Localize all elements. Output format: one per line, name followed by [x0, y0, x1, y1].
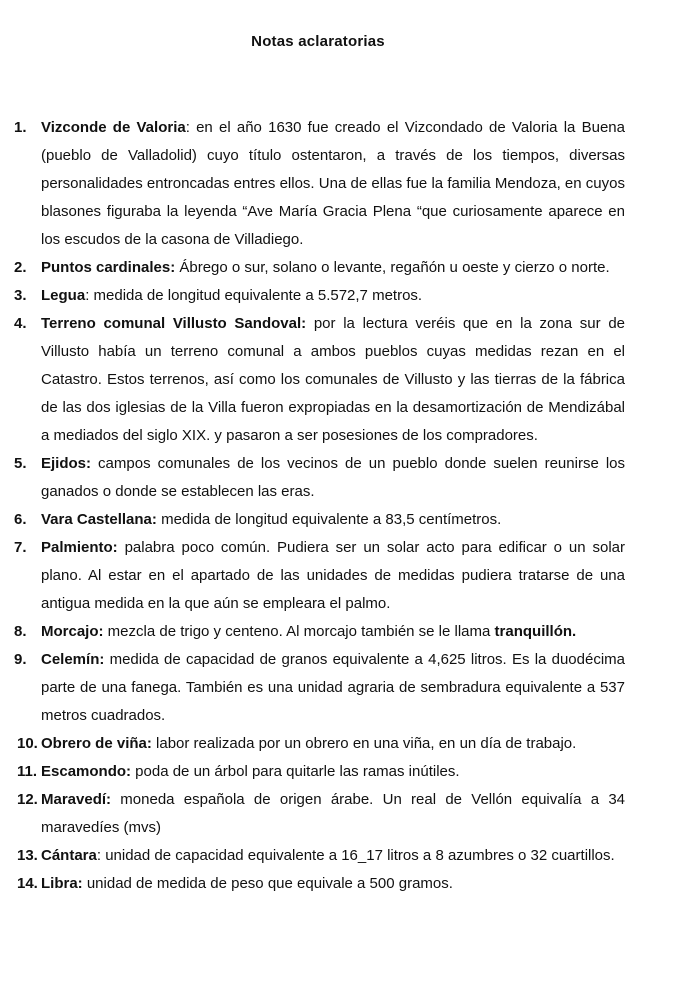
- note-item-14: [0, 870, 673, 898]
- note-term: Palmiento:: [41, 539, 118, 556]
- note-text: Ábrego o sur, solano o levante, regañón u oeste y cierzo o norte.: [175, 259, 610, 276]
- note-text: mezcla de trigo y centeno. Al morcajo también se le llama: [103, 623, 495, 640]
- note-term: Escamondo:: [41, 763, 132, 780]
- note-item-9: [0, 646, 673, 730]
- note-number: 1.: [14, 119, 27, 136]
- note-item-1: [0, 114, 673, 254]
- note-term: Celemín:: [41, 651, 105, 668]
- note-number: 2.: [14, 259, 27, 276]
- note-text: unidad de medida de peso que equivale a 500 gramos.: [82, 875, 453, 892]
- note-number: 11.: [17, 763, 38, 780]
- note-text: palabra poco común. Pudiera ser un solar acto para edificar o un solar plano. Al estar en el apartado de las unidades de medidas pudiera tratarse de una antigua medida en la que aún se empleara el palmo.: [41, 539, 625, 612]
- note-item-11: [0, 758, 673, 786]
- note-text: : en el año 1630 fue creado el Vizcondado de Valoria la Buena (pueblo de Valladolid) cuyo título ostentaron, a través de los tiempos, diversas personalidades entroncadas entres ellos. Una de ellas fue la familia Mendoza, en cuyos blasones figuraba la leyenda “Ave María Gracia Plena “que curiosamente aparece en los escudos de la casona de Villadiego.: [41, 119, 625, 248]
- note-term: Libra:: [41, 875, 83, 892]
- note-text: moneda española de origen árabe. Un real de Vellón equivalía a 34 maravedíes (mvs): [41, 791, 625, 836]
- note-item-6: [0, 506, 673, 534]
- note-item-8: [0, 618, 673, 646]
- note-term: Vara Castellana:: [41, 511, 157, 528]
- note-item-13: [0, 842, 673, 870]
- note-term: Cántara: [41, 847, 97, 864]
- note-number: 3.: [14, 287, 27, 304]
- note-number: 4.: [14, 315, 27, 332]
- note-text: labor realizada por un obrero en una viña, en un día de trabajo.: [151, 735, 577, 752]
- note-number: 12.: [17, 791, 38, 808]
- note-item-12: [0, 786, 673, 842]
- note-term: Maravedí:: [41, 791, 112, 808]
- note-item-3: [0, 282, 673, 310]
- note-item-7: [0, 534, 673, 618]
- note-number: 6.: [14, 511, 27, 528]
- note-text: medida de longitud equivalente a 83,5 centímetros.: [156, 511, 502, 528]
- note-number: 13.: [17, 847, 38, 864]
- note-text: : unidad de capacidad equivalente a 16_17 litros a 8 azumbres o 32 cuartillos.: [96, 847, 615, 864]
- note-term: Terreno comunal Villusto Sandoval:: [41, 315, 307, 332]
- note-text: por la lectura veréis que en la zona sur de Villusto había un terreno comunal a ambos pueblos cuyas medidas rezan en el Catastro. Estos terrenos, así como los comunales de Villusto y las tierras de la fábrica de las dos iglesias de la Villa fueron expropiadas en la desamortización de Mendizábal a mediados del siglo XIX. y pasaron a ser posesiones de los compradores.: [41, 315, 626, 444]
- note-term: Morcajo:: [41, 623, 104, 640]
- note-text: campos comunales de los vecinos de un pueblo donde suelen reunirse los ganados o donde se establecen las eras.: [41, 455, 625, 500]
- note-number: 7.: [14, 539, 27, 556]
- note-term: Vizconde de Valoria: [41, 119, 186, 136]
- note-number: 8.: [14, 623, 27, 640]
- note-term: Puntos cardinales:: [41, 259, 176, 276]
- notes-list: [0, 114, 673, 898]
- note-item-2: [0, 254, 673, 282]
- note-term: Obrero de viña:: [41, 735, 152, 752]
- note-term-highlight: tranquillón.: [494, 623, 577, 640]
- page-title: Notas aclaratorias: [251, 33, 385, 50]
- note-term: Legua: [41, 287, 86, 304]
- note-item-5: [0, 450, 673, 506]
- note-term: Ejidos:: [41, 455, 92, 472]
- note-item-10: [0, 730, 673, 758]
- note-number: 14.: [17, 875, 38, 892]
- note-item-4: [0, 310, 673, 450]
- note-number: 9.: [14, 651, 27, 668]
- note-number: 10.: [17, 735, 38, 752]
- note-text: poda de un árbol para quitarle las ramas inútiles.: [131, 763, 460, 780]
- note-number: 5.: [14, 455, 27, 472]
- note-text: : medida de longitud equivalente a 5.572,7 metros.: [85, 287, 423, 304]
- note-text: medida de capacidad de granos equivalente a 4,625 litros. Es la duodécima parte de una fanega. También es una unidad agraria de sembradura equivalente a 537 metros cuadrados.: [41, 651, 625, 724]
